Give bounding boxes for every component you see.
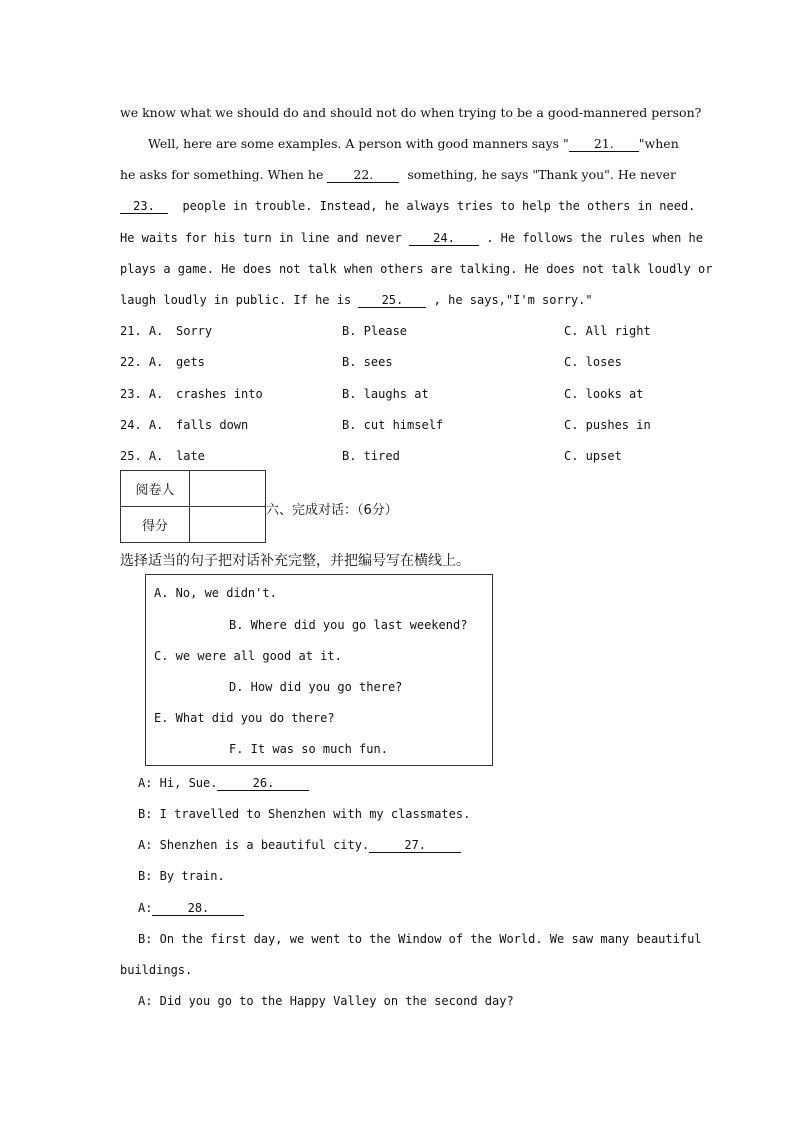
passage-text: . He follows the rules when he [486, 231, 703, 245]
score-cell[interactable] [190, 507, 266, 543]
dialogue-line [138, 837, 461, 853]
dialogue-line: B: I travelled to Shenzhen with my classmates. [138, 807, 471, 821]
option-a[interactable]: crashes into [176, 387, 263, 401]
option-c[interactable]: C. All right [564, 324, 651, 338]
option-b[interactable]: B. laughs at [342, 387, 429, 401]
option-c[interactable]: C. loses [564, 355, 622, 369]
choice-b: B. Where did you go last weekend? [229, 618, 468, 632]
option-c[interactable]: C. upset [564, 449, 622, 463]
blank-28[interactable]: 28. [152, 901, 244, 916]
blank-26[interactable]: 26. [217, 776, 309, 791]
option-b[interactable]: B. sees [342, 355, 393, 369]
option-a[interactable]: late [176, 449, 205, 463]
choice-f: F. It was so much fun. [229, 742, 388, 756]
blank-24[interactable]: 24. [409, 231, 479, 246]
choices-box [145, 574, 493, 766]
option-c[interactable]: C. looks at [564, 387, 644, 401]
dialogue-text: A: [138, 901, 153, 915]
section-instruction: 选择适当的句子把对话补充完整，并把编号写在横线上。 [120, 553, 470, 569]
option-c[interactable]: C. pushes in [564, 418, 651, 432]
dialogue-line: A: Did you go to the Happy Valley on the second day? [138, 994, 514, 1008]
passage-text: he asks for something. When he [120, 167, 324, 182]
passage-line [120, 261, 712, 277]
passage-line [148, 136, 679, 152]
choice-d: D. How did you go there? [229, 680, 403, 694]
passage-text: we know what we should do and should not do when trying to be a good-mannered person? [120, 105, 702, 120]
question-number: 25. A. [120, 449, 164, 463]
blank-27[interactable]: 27. [369, 838, 461, 853]
question-number: 22. A. [120, 355, 164, 369]
passage-line [120, 230, 703, 246]
dialogue-line [138, 775, 309, 791]
dialogue-text: A: Shenzhen is a beautiful city. [138, 838, 370, 852]
passage-text: "when [638, 136, 679, 151]
dialogue-line [138, 900, 244, 916]
option-a[interactable]: Sorry [176, 324, 213, 338]
question-number: 23. A. [120, 387, 164, 401]
blank-25[interactable]: 25. [358, 293, 426, 308]
passage-text: something, he says "Thank you". He never [407, 167, 677, 182]
score-label: 得分 [121, 507, 190, 543]
passage-line [120, 167, 676, 183]
dialogue-text: A: Hi, Sue. [138, 776, 218, 790]
reviewer-label: 阅卷人 [121, 471, 190, 507]
section-title: 六、完成对话：（6分） [266, 503, 398, 518]
passage-text: plays a game. He does not talk when others are talking. He does not talk loudly or [120, 262, 713, 276]
passage-line [120, 105, 701, 121]
choice-a: A. No, we didn't. [154, 586, 277, 600]
passage-text: laugh loudly in public. If he is [120, 293, 352, 307]
passage-text: He waits for his turn in line and never [120, 231, 402, 245]
option-b[interactable]: B. cut himself [342, 418, 444, 432]
score-table [120, 470, 266, 543]
passage-line [120, 292, 593, 308]
passage-text: people in trouble. Instead, he always tries to help the others in need. [182, 199, 696, 213]
question-number: 21. A. [120, 324, 164, 338]
option-a[interactable]: gets [176, 355, 205, 369]
reviewer-cell[interactable] [190, 471, 266, 507]
option-a[interactable]: falls down [176, 418, 249, 432]
choice-e: E. What did you do there? [154, 711, 335, 725]
blank-21[interactable]: 21. [569, 137, 639, 152]
question-number: 24. A. [120, 418, 164, 432]
blank-22[interactable]: 22. [327, 168, 399, 183]
option-b[interactable]: B. tired [342, 449, 400, 463]
blank-23[interactable]: 23. [120, 199, 168, 214]
passage-line [120, 198, 695, 214]
dialogue-line: B: On the first day, we went to the Window of the World. We saw many beautiful [138, 932, 702, 946]
passage-text: Well, here are some examples. A person with good manners says " [148, 136, 569, 151]
dialogue-line: B: By train. [138, 869, 225, 883]
choice-c: C. we were all good at it. [154, 649, 342, 663]
passage-text: , he says,"I'm sorry." [433, 293, 593, 307]
dialogue-line: buildings. [120, 963, 193, 977]
option-b[interactable]: B. Please [342, 324, 408, 338]
